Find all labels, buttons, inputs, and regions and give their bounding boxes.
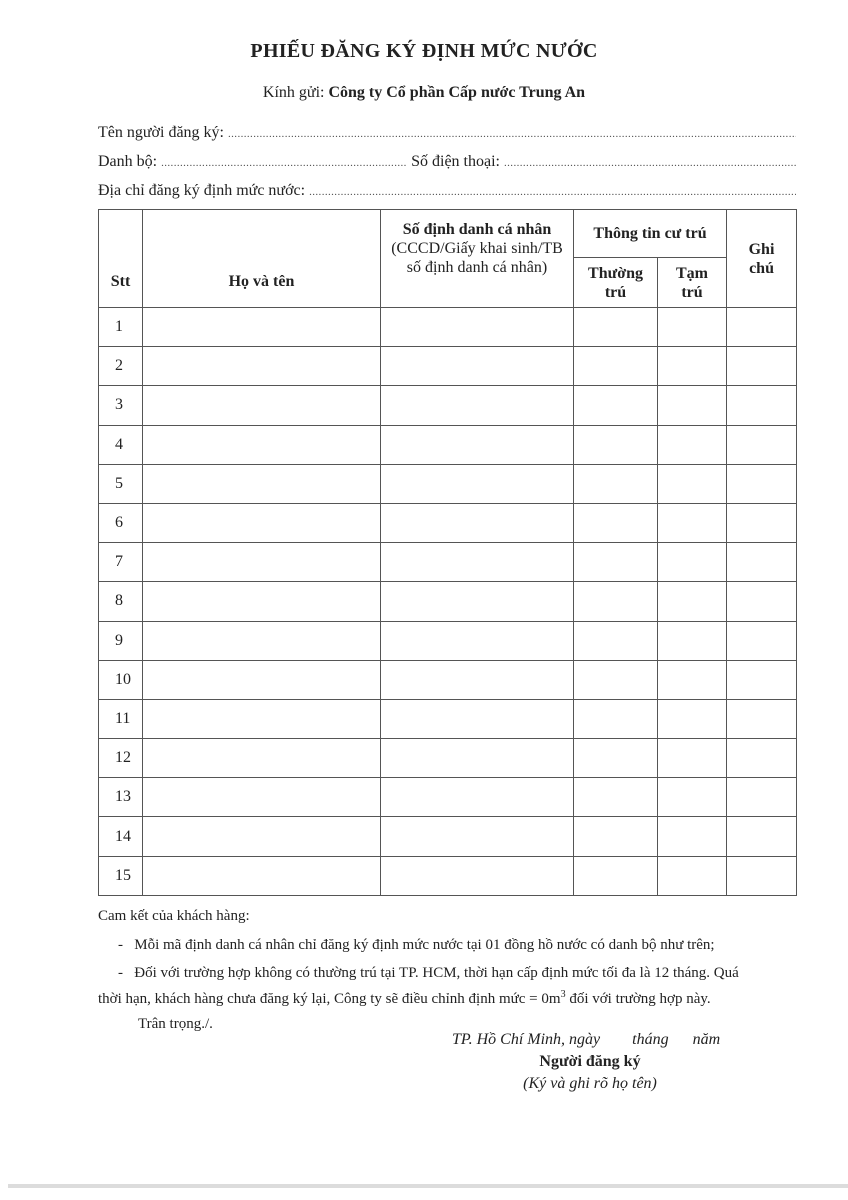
row-full-name-cell[interactable] (143, 699, 381, 738)
row-stt: 11 (99, 699, 143, 738)
row-full-name-cell[interactable] (143, 425, 381, 464)
row-personal-id-cell[interactable] (381, 308, 574, 347)
table-row (99, 778, 797, 817)
table-row (99, 543, 797, 582)
header-permanent-residence: Thường trú (574, 258, 658, 308)
signature-role: Người đăng ký (539, 1053, 641, 1070)
commitment-item-2-line-1 (118, 962, 808, 984)
commitment-item-2-line-2 (98, 984, 800, 1010)
table-row (99, 503, 797, 542)
account-phone-field (98, 153, 796, 171)
row-stt: 4 (99, 425, 143, 464)
table-row (99, 308, 797, 347)
closing-text: Trân trọng./. (138, 1016, 213, 1032)
row-full-name-cell[interactable] (143, 739, 381, 778)
row-stt: 14 (99, 817, 143, 856)
row-notes-cell[interactable] (727, 778, 797, 817)
table-row (99, 817, 797, 856)
row-full-name-cell[interactable] (143, 464, 381, 503)
commitment-item-2-text-2b: đối với trường hợp này. (565, 991, 711, 1007)
header-full-name: Họ và tên (143, 210, 381, 308)
commitment-item-1-text: Mỗi mã định danh cá nhân chỉ đăng ký định mức nước tại 01 đồng hồ nước có danh bộ như trên; (134, 937, 715, 953)
row-notes-cell[interactable] (727, 582, 797, 621)
row-notes-cell[interactable] (727, 347, 797, 386)
row-temporary-cell[interactable] (658, 582, 727, 621)
commitment-item-1 (118, 934, 808, 956)
row-temporary-cell[interactable] (658, 778, 727, 817)
row-notes-cell[interactable] (727, 308, 797, 347)
commitment-bullet-1: - (118, 937, 123, 953)
row-notes-cell[interactable] (727, 543, 797, 582)
row-temporary-cell[interactable] (658, 817, 727, 856)
registration-table (98, 209, 797, 896)
row-stt: 8 (99, 582, 143, 621)
form-title: PHIẾU ĐĂNG KÝ ĐỊNH MỨC NƯỚC (250, 40, 598, 62)
row-stt: 15 (99, 856, 143, 895)
row-stt: 2 (99, 347, 143, 386)
registrant-name-label: Tên người đăng ký: (98, 124, 224, 141)
row-stt: 13 (99, 778, 143, 817)
table-row (99, 739, 797, 778)
row-notes-cell[interactable] (727, 621, 797, 660)
table-row (99, 856, 797, 895)
signature-place-date-text: TP. Hồ Chí Minh, ngày tháng năm (452, 1031, 721, 1048)
row-permanent-cell[interactable] (574, 582, 658, 621)
header-residence-info: Thông tin cư trú (574, 210, 727, 258)
row-personal-id-cell[interactable] (381, 543, 574, 582)
row-stt: 7 (99, 543, 143, 582)
row-full-name-cell[interactable] (143, 778, 381, 817)
row-personal-id-cell[interactable] (381, 425, 574, 464)
table-row (99, 347, 797, 386)
cubic-superscript: 3 (560, 989, 566, 1000)
row-notes-cell[interactable] (727, 856, 797, 895)
row-full-name-cell[interactable] (143, 347, 381, 386)
row-full-name-cell[interactable] (143, 660, 381, 699)
row-personal-id-cell[interactable] (381, 739, 574, 778)
table-row (99, 582, 797, 621)
row-full-name-cell[interactable] (143, 386, 381, 425)
row-notes-cell[interactable] (727, 386, 797, 425)
recipient-prefix: Kính gửi: (262, 84, 325, 101)
row-notes-cell[interactable] (727, 425, 797, 464)
row-temporary-cell[interactable] (658, 347, 727, 386)
registrant-name-blank[interactable] (228, 128, 796, 140)
row-permanent-cell[interactable] (574, 386, 658, 425)
row-personal-id-cell[interactable] (381, 778, 574, 817)
row-personal-id-cell[interactable] (381, 503, 574, 542)
row-stt: 12 (99, 739, 143, 778)
table-row (99, 425, 797, 464)
row-temporary-cell[interactable] (658, 856, 727, 895)
row-permanent-cell[interactable] (574, 543, 658, 582)
row-temporary-cell[interactable] (658, 699, 727, 738)
row-permanent-cell[interactable] (574, 308, 658, 347)
account-no-blank[interactable] (161, 157, 407, 169)
row-permanent-cell[interactable] (574, 817, 658, 856)
row-notes-cell[interactable] (727, 503, 797, 542)
table-row (99, 660, 797, 699)
row-personal-id-cell[interactable] (381, 464, 574, 503)
registrant-name-field[interactable] (98, 124, 796, 142)
row-personal-id-cell[interactable] (381, 699, 574, 738)
row-full-name-cell[interactable] (143, 582, 381, 621)
row-permanent-cell[interactable] (574, 425, 658, 464)
row-stt: 5 (99, 464, 143, 503)
header-stt: Stt (99, 210, 143, 308)
row-temporary-cell[interactable] (658, 464, 727, 503)
signature-place-date (440, 1031, 792, 1049)
account-no-label: Danh bộ: (98, 153, 158, 170)
row-stt: 9 (99, 621, 143, 660)
row-notes-cell[interactable] (727, 699, 797, 738)
row-full-name-cell[interactable] (143, 308, 381, 347)
row-full-name-cell[interactable] (143, 503, 381, 542)
row-stt: 1 (99, 308, 143, 347)
row-permanent-cell[interactable] (574, 739, 658, 778)
address-field[interactable] (98, 182, 796, 200)
row-full-name-cell[interactable] (143, 856, 381, 895)
table-row (99, 699, 797, 738)
row-personal-id-cell[interactable] (381, 621, 574, 660)
address-label: Địa chỉ đăng ký định mức nước: (98, 182, 306, 199)
row-notes-cell[interactable] (727, 660, 797, 699)
header-personal-id (381, 210, 574, 308)
row-permanent-cell[interactable] (574, 699, 658, 738)
row-permanent-cell[interactable] (574, 464, 658, 503)
row-permanent-cell[interactable] (574, 503, 658, 542)
commitment-item-2-text-2a: thời hạn, khách hàng chưa đăng ký lại, Công ty sẽ điều chỉnh định mức = 0m (98, 991, 561, 1007)
commitment-title: Cam kết của khách hàng: (98, 908, 250, 924)
row-full-name-cell[interactable] (143, 817, 381, 856)
row-permanent-cell[interactable] (574, 778, 658, 817)
recipient-name: Công ty Cổ phần Cấp nước Trung An (328, 84, 586, 101)
table-row (99, 621, 797, 660)
phone-label: Số điện thoại: (411, 153, 500, 170)
row-personal-id-cell[interactable] (381, 856, 574, 895)
row-personal-id-cell[interactable] (381, 817, 574, 856)
row-temporary-cell[interactable] (658, 660, 727, 699)
row-temporary-cell[interactable] (658, 621, 727, 660)
row-permanent-cell[interactable] (574, 660, 658, 699)
row-temporary-cell[interactable] (658, 386, 727, 425)
row-personal-id-cell[interactable] (381, 660, 574, 699)
row-stt: 6 (99, 503, 143, 542)
phone-blank[interactable] (504, 157, 796, 169)
row-permanent-cell[interactable] (574, 856, 658, 895)
header-temporary-residence: Tạm trú (658, 258, 727, 308)
row-personal-id-cell[interactable] (381, 347, 574, 386)
row-permanent-cell[interactable] (574, 347, 658, 386)
row-stt: 3 (99, 386, 143, 425)
header-notes: Ghi chú (727, 210, 797, 308)
commitment-item-2-text-1: Đối với trường hợp không có thường trú tại TP. HCM, thời hạn cấp định mức tối đa là 12 tháng. Quá (134, 965, 739, 981)
commitment-bullet-2: - (118, 965, 123, 981)
row-permanent-cell[interactable] (574, 621, 658, 660)
row-temporary-cell[interactable] (658, 739, 727, 778)
row-notes-cell[interactable] (727, 739, 797, 778)
recipient-line (0, 84, 848, 102)
header-personal-id-detail: (CCCD/Giấy khai sinh/TB số định danh cá nhân) (391, 240, 563, 276)
row-temporary-cell[interactable] (658, 543, 727, 582)
row-full-name-cell[interactable] (143, 543, 381, 582)
row-personal-id-cell[interactable] (381, 386, 574, 425)
header-personal-id-title: Số định danh cá nhân (402, 221, 552, 238)
row-stt: 10 (99, 660, 143, 699)
address-blank[interactable] (309, 186, 796, 198)
table-row (99, 464, 797, 503)
row-notes-cell[interactable] (727, 464, 797, 503)
row-personal-id-cell[interactable] (381, 582, 574, 621)
row-temporary-cell[interactable] (658, 503, 727, 542)
row-full-name-cell[interactable] (143, 621, 381, 660)
row-temporary-cell[interactable] (658, 308, 727, 347)
table-row (99, 386, 797, 425)
row-temporary-cell[interactable] (658, 425, 727, 464)
signature-instruction: (Ký và ghi rõ họ tên) (523, 1075, 657, 1092)
row-notes-cell[interactable] (727, 817, 797, 856)
page-bottom-rule (8, 1184, 848, 1188)
